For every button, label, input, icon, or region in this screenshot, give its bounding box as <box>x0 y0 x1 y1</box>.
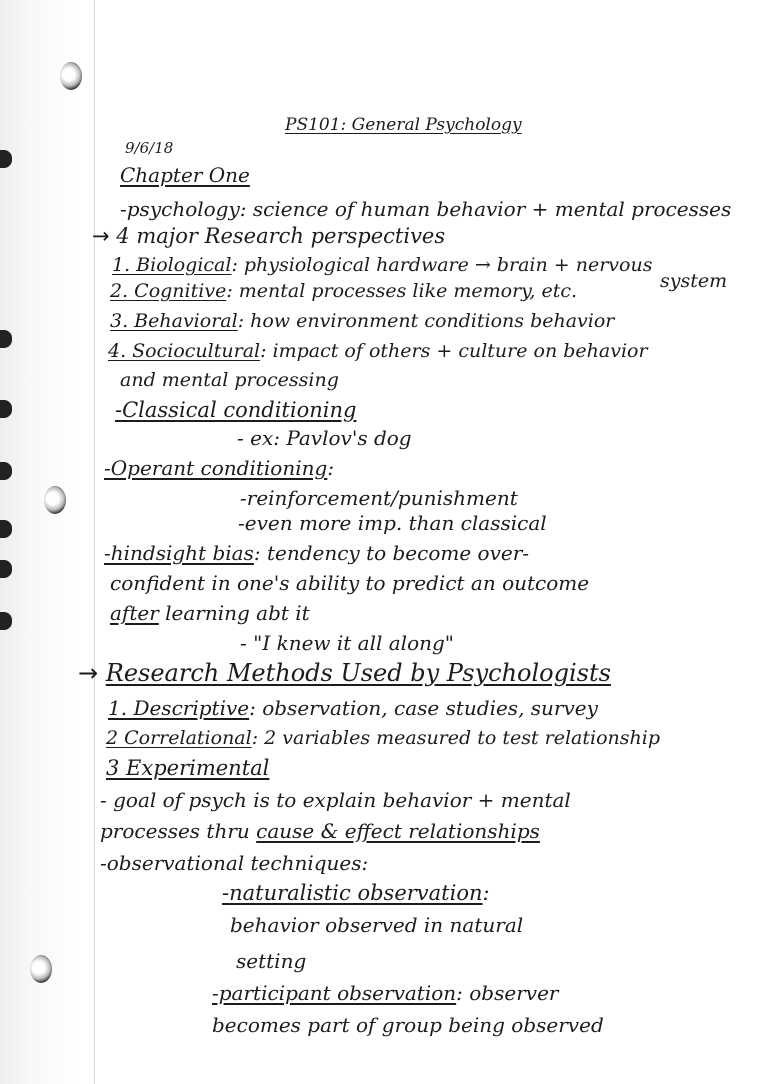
arrow-icon: → <box>78 659 99 687</box>
perforation-mark <box>0 400 12 418</box>
note-line <box>236 948 306 974</box>
note-line <box>120 196 731 222</box>
term: -Classical conditioning <box>115 398 357 422</box>
term: -Operant conditioning <box>104 456 328 480</box>
perforation-mark <box>0 560 12 578</box>
note-line <box>120 367 339 393</box>
line-text: system <box>660 270 728 292</box>
note-line <box>230 912 523 938</box>
term: 2. Cognitive <box>110 280 227 302</box>
punch-hole <box>30 955 52 983</box>
line-text: and mental processing <box>120 369 339 391</box>
note-line <box>106 755 269 781</box>
note-line <box>660 268 727 294</box>
margin-line <box>94 0 95 1084</box>
line-text: : observation, case studies, survey <box>249 696 598 720</box>
line-text: - ex: Pavlov's dog <box>237 426 412 450</box>
term: 1. Descriptive <box>108 696 250 720</box>
note-line <box>110 570 589 596</box>
note-line <box>100 787 571 813</box>
note-line <box>212 980 558 1006</box>
line-text: : observer <box>456 981 559 1005</box>
note-line <box>108 338 648 364</box>
note-line <box>110 308 614 334</box>
note-line <box>110 600 310 626</box>
section-heading <box>78 660 611 686</box>
note-date: 9/6/18 <box>125 139 174 157</box>
line-text: : impact of others + culture on behavior <box>260 340 648 362</box>
line-text: : <box>482 881 490 905</box>
note-line <box>115 397 356 423</box>
line-text: 4 major Research perspectives <box>116 224 446 248</box>
perforation-mark <box>0 462 12 480</box>
line-text: - "I knew it all along" <box>240 631 454 655</box>
line-text: : 2 variables measured to test relationship <box>251 727 660 749</box>
line-text: - goal of psych is to explain behavior + mental <box>100 788 571 812</box>
term: 4. Sociocultural <box>108 340 261 362</box>
term: -participant observation <box>212 981 457 1005</box>
term: 2 Correlational <box>106 727 252 749</box>
perforation-mark <box>0 330 12 348</box>
term: 1. Biological <box>112 254 232 276</box>
line-text: Research Methods Used by Psychologists <box>105 659 611 687</box>
term: after <box>110 601 159 625</box>
note-line <box>212 1012 604 1038</box>
note-line <box>110 278 577 304</box>
line-text: : mental processes like memory, etc. <box>226 280 578 302</box>
chapter-heading: Chapter One <box>120 163 250 187</box>
term: cause & effect relationships <box>256 819 540 843</box>
perforation-mark <box>0 612 12 630</box>
term: 3. Behavioral <box>110 310 238 332</box>
note-line <box>237 425 412 451</box>
line-text: : tendency to become over- <box>253 541 530 565</box>
arrow-icon: → <box>92 224 110 248</box>
line-text: : physiological hardware → brain + nervous <box>231 254 653 276</box>
note-line <box>238 510 547 536</box>
line-text: : how environment conditions behavior <box>237 310 615 332</box>
note-line <box>240 485 518 511</box>
note-line <box>100 818 540 844</box>
term: 3 Experimental <box>106 756 270 780</box>
line-text: -even more imp. than classical <box>238 511 547 535</box>
note-line <box>112 252 652 278</box>
line-text: learning abt it <box>158 601 310 625</box>
line-text: processes thru <box>100 819 257 843</box>
note-line <box>104 455 334 481</box>
line-text: behavior observed in natural <box>230 913 524 937</box>
note-line <box>100 850 368 876</box>
punch-hole <box>44 486 66 514</box>
punch-hole <box>60 62 82 90</box>
line-text: -reinforcement/punishment <box>240 486 518 510</box>
note-line <box>106 725 660 751</box>
note-line <box>222 880 490 906</box>
perforation-mark <box>0 150 12 168</box>
line-text: setting <box>236 949 307 973</box>
term: -naturalistic observation <box>222 881 483 905</box>
note-title: PS101: General Psychology <box>285 115 522 135</box>
term: -hindsight bias <box>104 541 254 565</box>
perforation-mark <box>0 520 12 538</box>
note-line <box>240 630 454 656</box>
line-text: becomes part of group being observed <box>212 1013 604 1037</box>
note-line <box>108 695 598 721</box>
line-text: : <box>327 456 335 480</box>
line-text: -psychology: science of human behavior + mental processes <box>120 197 732 221</box>
note-line <box>104 540 529 566</box>
note-line <box>92 223 445 249</box>
line-text: confident in one's ability to predict an outcome <box>110 571 590 595</box>
line-text: -observational techniques: <box>100 851 369 875</box>
